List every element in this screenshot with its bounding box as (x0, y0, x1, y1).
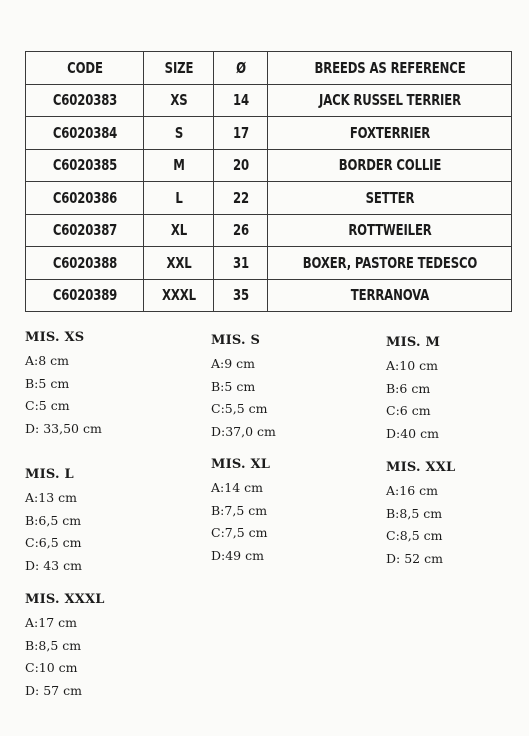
cell-diameter: 14 (219, 84, 261, 117)
table-row (26, 84, 512, 117)
measure-title: MIS. S (211, 333, 261, 348)
measure-block-s (211, 333, 276, 443)
cell-size: L (151, 182, 206, 215)
cell-size: M (151, 149, 206, 182)
measure-line: A:17 cm (25, 615, 77, 630)
size-table (25, 51, 512, 312)
cell-size: XXL (151, 247, 206, 280)
measure-title: MIS. XXXL (25, 592, 105, 607)
cell-size: XXXL (151, 279, 206, 312)
header-code: CODE (38, 52, 130, 85)
measure-line: D:40 cm (386, 425, 439, 441)
cell-diameter: 17 (219, 117, 261, 150)
measure-line: D: 33,50 cm (25, 420, 102, 436)
measure-title: MIS. XS (25, 330, 85, 345)
measure-line: B:7,5 cm (211, 502, 268, 518)
measure-line: A:13 cm (25, 490, 77, 505)
cell-breed: BORDER COLLIE (294, 149, 484, 182)
table-row (26, 279, 512, 312)
cell-code: C6020388 (38, 247, 130, 280)
table-row (26, 247, 512, 280)
measure-title: MIS. M (386, 335, 441, 350)
cell-breed: BOXER, PASTORE TEDESCO (294, 247, 484, 280)
measure-line: A:16 cm (386, 483, 438, 498)
cell-code: C6020386 (38, 182, 130, 215)
cell-code: C6020389 (38, 279, 130, 312)
measure-line: D: 43 cm (25, 557, 82, 573)
measure-line: C:5 cm (25, 398, 70, 414)
measure-title: MIS. XXL (386, 460, 456, 475)
measure-line: D:49 cm (211, 547, 264, 563)
cell-breed: SETTER (294, 182, 484, 215)
header-size: SIZE (151, 52, 206, 85)
measure-line: C:6,5 cm (25, 535, 82, 551)
header-breeds: BREEDS AS REFERENCE (294, 52, 484, 85)
cell-code: C6020385 (38, 149, 130, 182)
cell-breed: TERRANOVA (294, 279, 484, 312)
header-diameter: Ø (219, 52, 261, 85)
cell-diameter: 20 (219, 149, 261, 182)
cell-diameter: 35 (219, 279, 261, 312)
measure-line: B:6,5 cm (25, 512, 82, 528)
measure-line: D: 52 cm (386, 550, 443, 566)
measure-line: C:6 cm (386, 403, 431, 419)
table-header-row (26, 52, 512, 85)
cell-code: C6020384 (38, 117, 130, 150)
measure-line: A:14 cm (211, 480, 263, 495)
cell-size: XS (151, 84, 206, 117)
measure-line: B:5 cm (25, 375, 70, 391)
measure-line: B:5 cm (211, 378, 256, 394)
measure-line: C:7,5 cm (211, 525, 268, 541)
table-row (26, 149, 512, 182)
measure-block-xxl (386, 460, 455, 570)
cell-breed: JACK RUSSEL TERRIER (294, 84, 484, 117)
measure-line: D:37,0 cm (211, 423, 276, 439)
cell-breed: ROTTWEILER (294, 214, 484, 247)
cell-code: C6020387 (38, 214, 130, 247)
measure-line: C:5,5 cm (211, 401, 268, 417)
table-row (26, 214, 512, 247)
cell-code: C6020383 (38, 84, 130, 117)
measure-line: A:9 cm (211, 356, 256, 371)
cell-breed: FOXTERRIER (294, 117, 484, 150)
measure-line: B:8,5 cm (25, 637, 82, 653)
measure-block-m (386, 335, 440, 445)
measure-line: C:10 cm (25, 660, 78, 676)
cell-diameter: 26 (219, 214, 261, 247)
measure-block-xs (25, 330, 102, 440)
measure-line: B:6 cm (386, 380, 431, 396)
measure-block-xxxl (25, 592, 105, 702)
cell-size: XL (151, 214, 206, 247)
measure-line: B:8,5 cm (386, 505, 443, 521)
table-row (26, 182, 512, 215)
measure-line: D: 57 cm (25, 682, 82, 698)
cell-size: S (151, 117, 206, 150)
measure-line: C:8,5 cm (386, 528, 443, 544)
measure-block-xl (211, 457, 270, 567)
measure-title: MIS. L (25, 467, 74, 482)
cell-diameter: 22 (219, 182, 261, 215)
measure-block-l (25, 467, 82, 577)
cell-diameter: 31 (219, 247, 261, 280)
table-row (26, 117, 512, 150)
measure-line: A:10 cm (386, 358, 438, 373)
measure-line: A:8 cm (25, 353, 70, 368)
measure-title: MIS. XL (211, 457, 271, 472)
